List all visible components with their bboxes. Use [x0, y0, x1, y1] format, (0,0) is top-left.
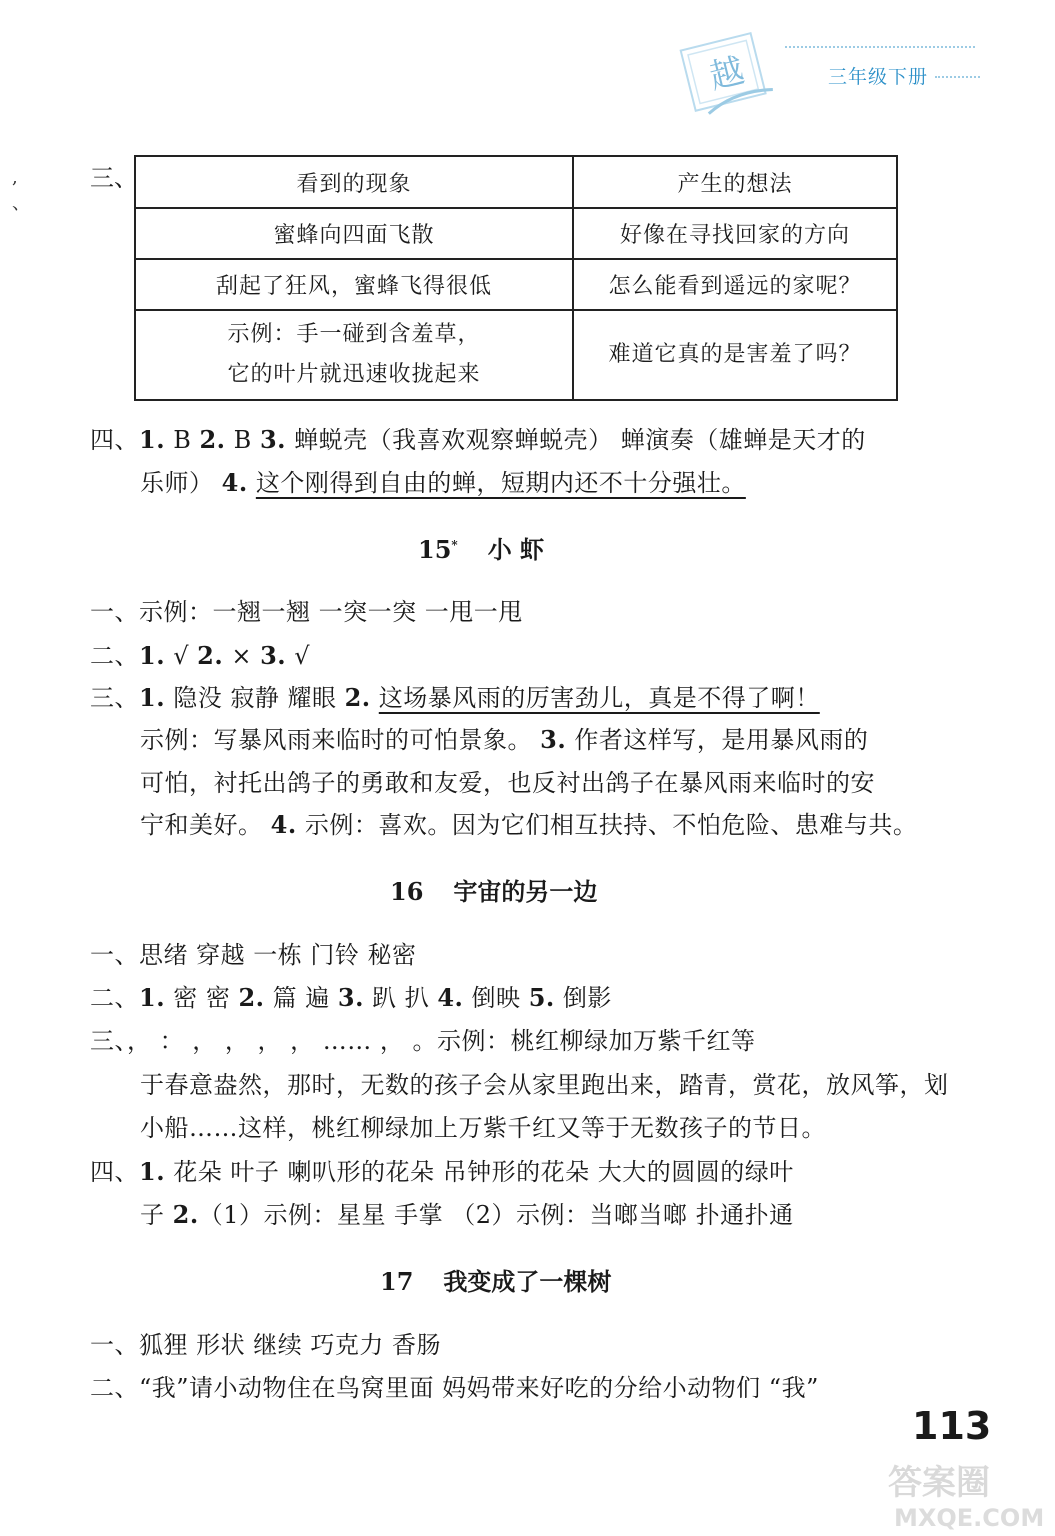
item-number: 4. [221, 468, 248, 497]
lesson-15-q3-line-4 [140, 805, 917, 840]
item-number: 2. [197, 641, 224, 670]
cell-line: 示例：手一碰到含羞草， [227, 322, 481, 347]
table-cell-phenomenon [135, 310, 573, 400]
item-number: 1. [139, 1157, 166, 1186]
watermark-logo [880, 1452, 1050, 1532]
lesson-16-title [390, 872, 597, 907]
grade-label: 三年级下册 [828, 66, 929, 88]
table-header-phenomenon: 看到的现象 [135, 156, 573, 208]
item-number: 2. [172, 1200, 199, 1229]
table-header-row [135, 156, 897, 208]
lesson-number: 17 [380, 1267, 414, 1296]
lesson-16-q4-line-1 [90, 1152, 794, 1187]
answer-text: 蝉蜕壳（我喜欢观察蝉蜕壳） 蝉演奏（雄蝉是天才的 [286, 426, 866, 454]
answer-text: 子 [140, 1201, 173, 1229]
table-row [135, 259, 897, 310]
item-number: 5. [528, 983, 555, 1012]
answer-text: 倒映 [463, 984, 529, 1012]
table-cell-thought: 难道它真的是害羞了吗？ [573, 310, 897, 400]
answer-text: 乐师） [140, 469, 222, 497]
lesson-15-title [418, 530, 544, 565]
section-prefix: 三、 [90, 684, 139, 712]
section-4-line-2 [140, 463, 746, 498]
lesson-17-title [380, 1262, 611, 1297]
lesson-16-q1: 一、思绪 穿越 一栋 门铃 秘密 [90, 941, 417, 969]
item-number: 4. [437, 983, 464, 1012]
lesson-title-text: 宇宙的另一边 [453, 878, 598, 906]
item-number: 1. [139, 425, 166, 454]
lesson-16-q3-line-1: 三、， ： ， ， ， ， …… ， 。示例：桃红柳绿加万紫千红等 [90, 1027, 756, 1055]
brand-logo-stamp [671, 20, 785, 130]
answer-text: 趴 扒 [363, 984, 438, 1012]
lesson-16-q4-line-2 [140, 1195, 794, 1230]
lesson-title-text: 我变成了一棵树 [443, 1268, 612, 1296]
section-prefix: 二、 [90, 642, 139, 670]
item-number: 1. [139, 983, 166, 1012]
item-number: 1. [139, 683, 166, 712]
section-4-line-1 [90, 420, 866, 455]
table-cell-thought: 怎么能看到遥远的家呢？ [573, 259, 897, 310]
svg-text:MXQE.COM: MXQE.COM [894, 1504, 1045, 1532]
table-row [135, 310, 897, 400]
lesson-15-q3-line-3: 可怕，衬托出鸽子的勇敢和友爱，也反衬出鸽子在暴风雨来临时的安 [140, 769, 875, 797]
lesson-16-q3-line-2: 于春意盎然，那时，无数的孩子会从家里跑出来，踏青，赏花，放风筝，划 [140, 1071, 949, 1099]
item-number: 2. [344, 683, 371, 712]
item-number: 3. [540, 725, 567, 754]
observation-table [134, 155, 898, 401]
answer-text: × [223, 642, 261, 670]
cell-line: 它的叶片就迅速收拢起来 [227, 362, 481, 387]
optional-mark: * [451, 538, 458, 552]
lesson-number: 16 [390, 877, 424, 906]
answer-text: 篇 遍 [264, 984, 338, 1012]
underlined-answer: 这场暴风雨的厉害劲儿，真是不得了啊！ [378, 684, 820, 712]
logo-text: 越 [705, 50, 749, 98]
table-row [135, 208, 897, 259]
lesson-17-q1: 一、狐狸 形状 继续 巧克力 香肠 [90, 1331, 442, 1359]
answer-text: 示例：喜欢。因为它们相互扶持、不怕危险、患难与共。 [296, 811, 918, 839]
table-cell-phenomenon: 蜜蜂向四面飞散 [135, 208, 573, 259]
item-number: 3. [259, 425, 286, 454]
answer-text: √ [286, 642, 311, 670]
lesson-16-q3-line-3: 小船……这样，桃红柳绿加上万紫千红又等于无数孩子的节日。 [140, 1114, 826, 1142]
item-number: 4. [270, 810, 297, 839]
margin-marks: , 、 [12, 167, 30, 214]
section-prefix: 二、 [90, 984, 139, 1012]
item-number: 2. [199, 425, 226, 454]
lesson-15-q3-line-1 [90, 678, 820, 713]
lesson-number: 15* [418, 535, 458, 564]
svg-text:答案圈: 答案圈 [888, 1463, 990, 1503]
answer-text: （1）示例：星星 手掌 （2）示例：当啷当啷 扑通扑通 [198, 1201, 794, 1229]
lesson-title-text: 小 虾 [487, 536, 545, 564]
answer-text: 示例：写暴风雨来临时的可怕景象。 [140, 726, 541, 754]
answer-text: 倒影 [554, 984, 612, 1012]
answer-text: B [225, 426, 260, 454]
answer-text: 密 密 [165, 984, 239, 1012]
header-dotted-rule [785, 46, 975, 48]
answer-text: 花朵 叶子 喇叭形的花朵 吊钟形的花朵 大大的圆圆的绿叶 [165, 1158, 794, 1186]
item-number: 1. [139, 641, 166, 670]
underlined-answer: 这个刚得到自由的蝉，短期内还不十分强壮。 [255, 469, 746, 497]
section-prefix: 四、 [90, 1158, 139, 1186]
answer-text: 隐没 寂静 耀眼 [165, 684, 345, 712]
answer-text: √ [165, 642, 198, 670]
answer-text: 作者这样写，是用暴风雨的 [566, 726, 869, 754]
answer-text: 宁和美好。 [140, 811, 271, 839]
table-cell-phenomenon: 刮起了狂风，蜜蜂飞得很低 [135, 259, 573, 310]
lesson-15-q2 [90, 636, 310, 671]
page-number: 113 [912, 1404, 992, 1448]
lesson-15-q3-line-2 [140, 720, 868, 755]
header-dotted-rule-short [935, 76, 980, 78]
item-number: 3. [337, 983, 364, 1012]
lesson-15-q1: 一、示例：一翘一翘 一突一突 一甩一甩 [90, 598, 523, 626]
section-prefix: 四、 [90, 426, 139, 454]
table-cell-thought: 好像在寻找回家的方向 [573, 208, 897, 259]
lesson-17-q2: 二、“我”请小动物住在鸟窝里面 妈妈带来好吃的分给小动物们 “我” [90, 1374, 819, 1402]
item-number: 2. [238, 983, 265, 1012]
answer-text: B [165, 426, 200, 454]
section-3-label: 三、 [90, 164, 138, 192]
item-number: 3. [260, 641, 287, 670]
lesson-16-q2 [90, 978, 612, 1013]
table-header-thought: 产生的想法 [573, 156, 897, 208]
